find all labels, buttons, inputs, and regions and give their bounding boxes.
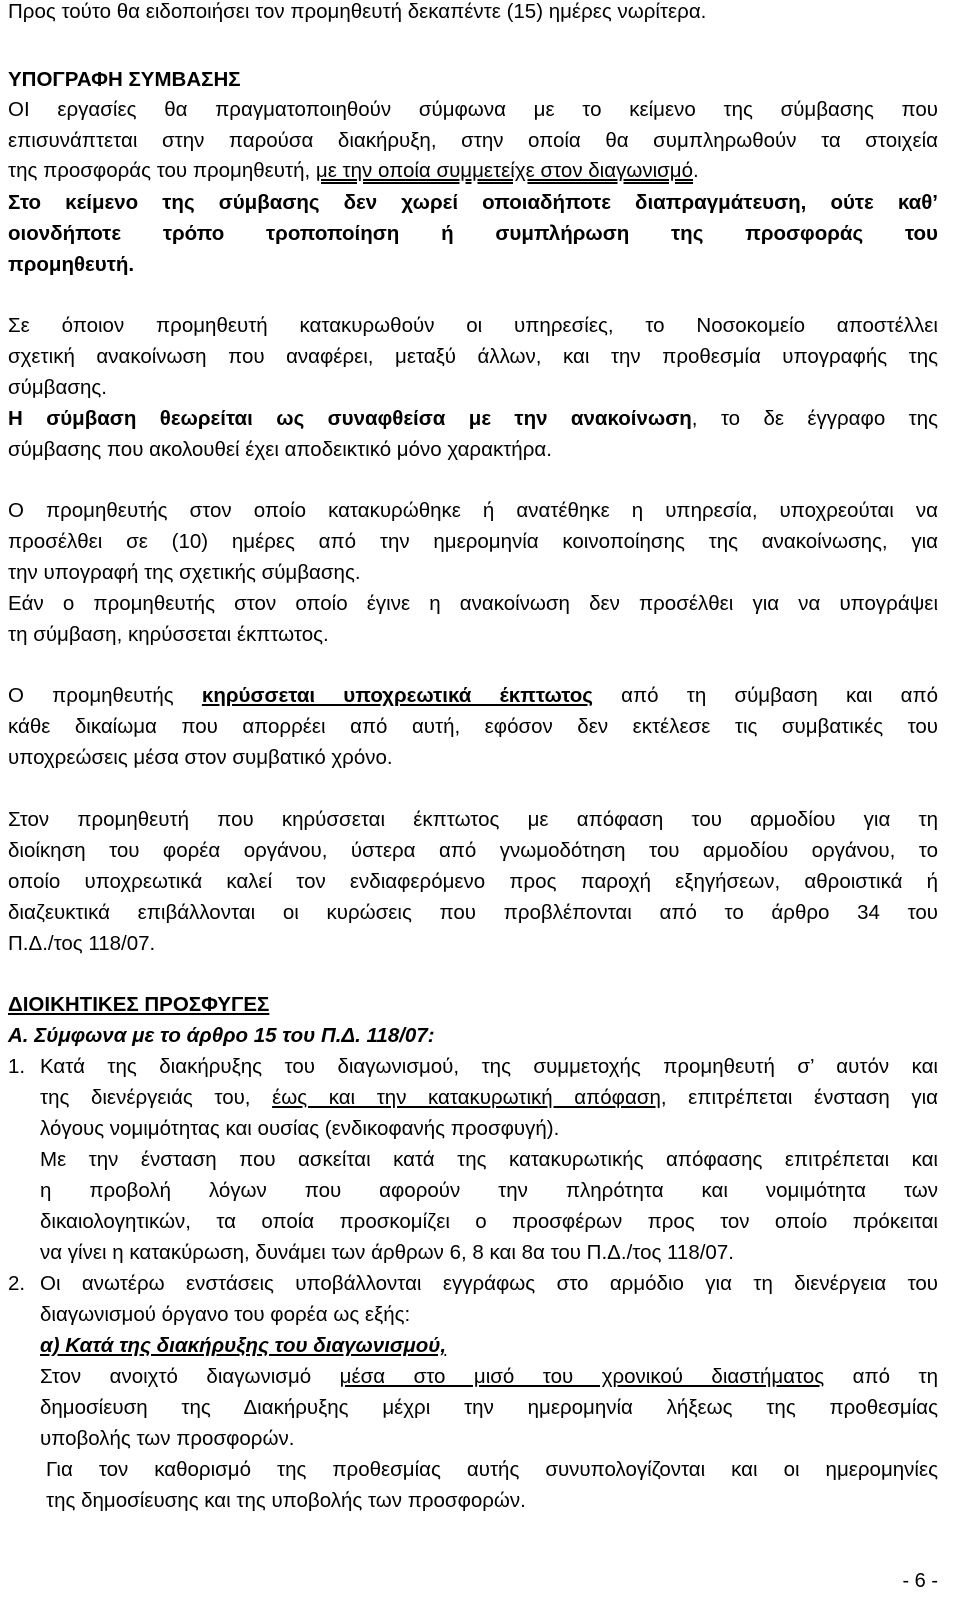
text-span: από τη	[824, 1365, 938, 1388]
text-line: οποίο υποχρεωτικά καλεί τον ενδιαφερόμενο προς παροχή εξηγήσεων, αθροιστικά ή	[8, 870, 938, 893]
text-line: κάθε δικαίωμα που απορρέει από αυτή, εφόσον δεν εκτέλεσε τις συμβατικές του	[8, 715, 938, 738]
text-line: Στον προμηθευτή που κηρύσσεται έκπτωτος με απόφαση του αρμοδίου για τη	[8, 808, 938, 831]
text-line: Π.Δ./τος 118/07.	[8, 932, 156, 955]
text-line: δικαιολογητικών, τα οποία προσκομίζει ο προσφέρων προς τον οποίο πρόκειται	[40, 1210, 938, 1233]
text-line: σύμβασης που ακολουθεί έχει αποδεικτικό μόνο χαρακτήρα.	[8, 438, 552, 461]
paragraph-notice: Προς τούτο θα ειδοποιήσει τον προμηθευτή δεκαπέντε (15) ημέρες νωρίτερα.	[8, 0, 707, 23]
bold-text-line: Στο κείμενο της σύμβασης δεν χωρεί οποιαδήποτε διαπραγμάτευση, ούτε καθ’	[8, 191, 938, 214]
text-line: λόγους νομιμότητας και ουσίας (ενδικοφανής προσφυγή).	[40, 1117, 560, 1140]
bold-text-line: οιονδήποτε τρόπο τροποποίηση ή συμπλήρωση της προσφοράς του	[8, 222, 938, 245]
text-span: , το δε έγγραφο της	[691, 407, 939, 430]
list-item-number: 2.	[8, 1272, 26, 1295]
text-line: Εάν ο προμηθευτής στον οποίο έγινε η ανακοίνωση δεν προσέλθει για να υπογράψει	[8, 592, 938, 615]
text-line: Οι ανωτέρω ενστάσεις υποβάλλονται εγγράφως στο αρμόδιο για τη διενέργεια του	[40, 1272, 938, 1295]
text-span: της προσφοράς του προμηθευτή,	[8, 159, 316, 182]
list-item-number: 1.	[8, 1055, 26, 1078]
text-span: .	[693, 159, 699, 182]
text-line: την υπογραφή της σχετικής σύμβασης.	[8, 561, 361, 584]
text-line	[40, 1088, 938, 1109]
text-line: Με την ένσταση που ασκείται κατά της κατακυρωτικής απόφασης επιτρέπεται και	[40, 1148, 938, 1171]
text-line: υποβολής των προσφορών.	[40, 1427, 295, 1450]
subheading-article-15: Α. Σύμφωνα με το άρθρο 15 του Π.Δ. 118/07:	[8, 1024, 435, 1047]
bold-underlined-phrase: κηρύσσεται υποχρεωτικά έκπτωτος	[201, 684, 593, 707]
text-line: Για τον καθορισμό της προθεσμίας αυτής συνυπολογίζονται και οι ημερομηνίες	[46, 1458, 938, 1481]
text-span: Στον ανοιχτό διαγωνισμό	[40, 1365, 340, 1388]
text-line	[8, 161, 699, 182]
text-span: , επιτρέπεται ένσταση για	[660, 1086, 938, 1109]
section-heading-contract-signing: ΥΠΟΓΡΑΦΗ ΣΥΜΒΑΣΗΣ	[8, 68, 241, 91]
text-span: Ο προμηθευτής	[8, 684, 202, 707]
text-line	[8, 409, 938, 430]
text-line: Κατά της διακήρυξης του διαγωνισμού, της συμμετοχής προμηθευτή σ’ αυτόν και	[40, 1055, 938, 1078]
text-line: σχετική ανακοίνωση που αναφέρει, μεταξύ άλλων, και την προθεσμία υπογραφής της	[8, 345, 938, 368]
text-line: προσέλθει σε (10) ημέρες από την ημερομηνία κοινοποίησης της ανακοίνωσης, για	[8, 530, 938, 553]
bold-text-line: προμηθευτή.	[8, 253, 135, 276]
bold-phrase: Η σύμβαση θεωρείται ως συναφθείσα με την ανακοίνωση	[8, 407, 692, 430]
text-line	[40, 1367, 938, 1388]
underlined-phrase: μέσα στο μισό του χρονικού διαστήματος	[339, 1365, 825, 1388]
text-span: της διενέργειάς του,	[40, 1086, 273, 1109]
text-span: από τη σύμβαση και από	[592, 684, 939, 707]
text-line: της δημοσίευσης και της υποβολής των προσφορών.	[46, 1489, 526, 1512]
text-line: σύμβασης.	[8, 376, 107, 399]
text-line: υποχρεώσεις μέσα στον συμβατικό χρόνο.	[8, 746, 393, 769]
sub-item-a-heading: α) Κατά της διακήρυξης του διαγωνισμού,	[40, 1334, 447, 1357]
text-line: Ο προμηθευτής στον οποίο κατακυρώθηκε ή ανατέθηκε η υπηρεσία, υποχρεούται να	[8, 499, 938, 522]
text-line: ΟΙ εργασίες θα πραγματοποιηθούν σύμφωνα με το κείμενο της σύμβασης που	[8, 98, 938, 121]
text-line: διαζευκτικά επιβάλλονται οι κυρώσεις που προβλέπονται από το άρθρο 34 του	[8, 901, 938, 924]
text-line: διαγωνισμού όργανο του φορέα ως εξής:	[40, 1303, 411, 1326]
underlined-phrase: έως και την κατακυρωτική απόφαση	[272, 1086, 661, 1109]
page-number: - 6 -	[902, 1570, 938, 1592]
text-line: να γίνει η κατακύρωση, δυνάμει των άρθρων 6, 8 και 8α του Π.Δ./τος 118/07.	[40, 1241, 734, 1264]
text-line: η προβολή λόγων που αφορούν την πληρότητα και νομιμότητα των	[40, 1179, 938, 1202]
text-line: τη σύμβαση, κηρύσσεται έκπτωτος.	[8, 623, 329, 646]
section-heading-appeals: ΔΙΟΙΚΗΤΙΚΕΣ ΠΡΟΣΦΥΓΕΣ	[8, 993, 270, 1016]
text-line	[8, 686, 938, 707]
text-line: Σε όποιον προμηθευτή κατακυρωθούν οι υπηρεσίες, το Νοσοκομείο αποστέλλει	[8, 314, 938, 337]
text-line: επισυνάπτεται στην παρούσα διακήρυξη, στην οποία θα συμπληρωθούν τα στοιχεία	[8, 129, 938, 152]
underlined-phrase: με την οποία συμμετείχε στον διαγωνισμό	[315, 159, 694, 182]
text-line: δημοσίευση της Διακήρυξης μέχρι την ημερομηνία λήξεως της προθεσμίας	[40, 1396, 938, 1419]
text-line: διοίκηση του φορέα οργάνου, ύστερα από γνωμοδότηση του αρμοδίου οργάνου, το	[8, 839, 938, 862]
